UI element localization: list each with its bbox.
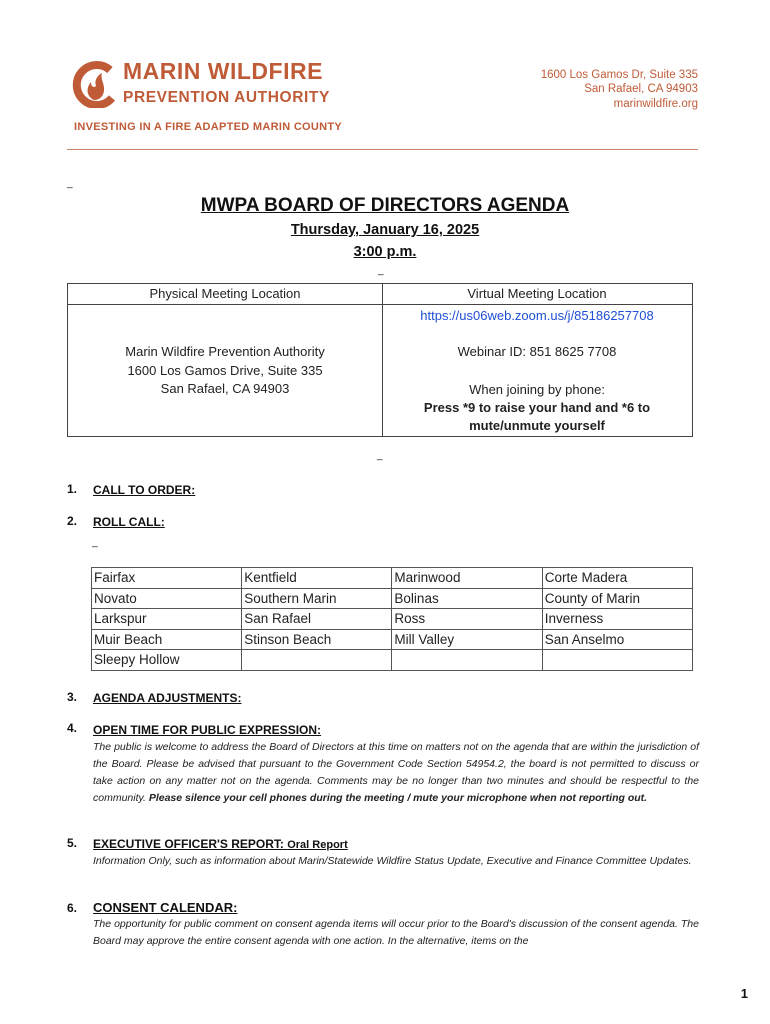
zoom-link[interactable]: https://us06web.zoom.us/j/85186257708: [420, 308, 654, 323]
phone-instructions: Press *9 to raise your hand and *6 to: [423, 400, 651, 415]
table-row: [92, 588, 693, 609]
agenda-item-heading: OPEN TIME FOR PUBLIC EXPRESSION:: [93, 723, 322, 737]
table-cell: San Rafael: [242, 609, 392, 630]
org-name-line2: PREVENTION AUTHORITY: [123, 89, 330, 106]
table-cell: San Anselmo: [542, 629, 692, 650]
page-title: MWPA BOARD OF DIRECTORS AGENDA: [200, 195, 570, 216]
agenda-item-heading: AGENDA ADJUSTMENTS:: [93, 691, 242, 705]
public-expression-notice: Please silence your cell phones during the meeting / mute your microphone when not reporting out.: [148, 792, 648, 804]
meeting-time: 3:00 p.m.: [353, 244, 417, 260]
executive-report-text: Information Only, such as information about Marin/Statewide Wildfire Status Update, Executive and Finance Committee Updates.: [93, 855, 692, 867]
agenda-item-subheading: Oral Report: [287, 839, 348, 851]
agenda-item-heading: CALL TO ORDER:: [93, 483, 196, 497]
phone-instructions: mute/unmute yourself: [469, 418, 605, 433]
table-cell: [242, 650, 392, 671]
agenda-item-number: 3.: [67, 690, 78, 704]
meeting-location-table: [67, 283, 693, 437]
address-line1: 1600 Los Gamos Dr, Suite 335: [540, 69, 698, 81]
agenda-item-heading-text: EXECUTIVE OFFICER'S REPORT:: [93, 837, 284, 851]
table-header-divider: [68, 304, 692, 305]
physical-location-line: San Rafael, CA 94903: [160, 381, 290, 396]
table-cell: Fairfax: [92, 568, 242, 589]
table-cell: Sleepy Hollow: [92, 650, 242, 671]
table-cell: County of Marin: [542, 588, 692, 609]
agenda-item-number: 5.: [67, 836, 78, 850]
phone-intro: When joining by phone:: [469, 382, 605, 397]
consent-calendar-text: The opportunity for public comment on consent agenda items will occur prior to the Board's discussion of the consent agenda. The Board may approve the entire consent agenda with one action. In the alternative, items on the: [93, 918, 699, 947]
meeting-date: Thursday, January 16, 2025: [290, 222, 480, 238]
public-expression-body: The public is welcome to address the Board of Directors at this time on matters not on the agenda that are within the jurisdiction of the Board. Please be advised that pursuant to the Government Code Section 54954.2, the board is not permitted to discuss or take action on any matter not on the agenda. Comments may be no longer than two minutes and should be respectful to the community.: [93, 741, 699, 804]
table-row: [92, 609, 693, 630]
table-cell: Inverness: [542, 609, 692, 630]
org-name-line1: MARIN WILDFIRE: [123, 58, 323, 84]
agenda-item-number: 6.: [67, 901, 78, 915]
table-cell: Ross: [392, 609, 542, 630]
table-cell: [392, 650, 542, 671]
org-tagline: INVESTING IN A FIRE ADAPTED MARIN COUNTY: [74, 121, 343, 133]
table-cell: Stinson Beach: [242, 629, 392, 650]
table-cell: Novato: [92, 588, 242, 609]
agenda-item-number: 4.: [67, 721, 78, 735]
table-cell: Muir Beach: [92, 629, 242, 650]
spacer-mark: _: [378, 265, 384, 276]
roll-call-table: [91, 567, 693, 671]
address-line2: San Rafael, CA 94903: [584, 83, 698, 95]
virtual-location-header: Virtual Meeting Location: [467, 286, 607, 301]
physical-location-header: Physical Meeting Location: [149, 286, 301, 301]
table-cell: Marinwood: [392, 568, 542, 589]
spacer-mark: _: [67, 178, 73, 189]
table-cell: [542, 650, 692, 671]
webinar-id: Webinar ID: 851 8625 7708: [457, 344, 617, 359]
agenda-item-number: 1.: [67, 482, 78, 496]
agenda-item-number: 2.: [67, 514, 78, 528]
page-number: 1: [740, 986, 748, 1001]
header-divider: [67, 149, 698, 150]
table-cell: Kentfield: [242, 568, 392, 589]
spacer-mark: _: [377, 450, 383, 461]
public-expression-text: [93, 739, 699, 807]
table-cell: Southern Marin: [242, 588, 392, 609]
agenda-item-heading: ROLL CALL:: [93, 515, 165, 529]
spacer-mark: _: [92, 537, 98, 548]
table-cell: Bolinas: [392, 588, 542, 609]
agenda-item-heading: [93, 837, 348, 851]
physical-location-line: Marin Wildfire Prevention Authority: [125, 344, 325, 359]
table-cell: Larkspur: [92, 609, 242, 630]
table-cell: Mill Valley: [392, 629, 542, 650]
agenda-item-heading: CONSENT CALENDAR:: [93, 900, 238, 915]
table-row: [92, 568, 693, 589]
physical-location-line: 1600 Los Gamos Drive, Suite 335: [127, 363, 323, 378]
table-cell: Corte Madera: [542, 568, 692, 589]
flame-logo-icon: [72, 60, 116, 108]
table-row: [92, 629, 693, 650]
table-row: [92, 650, 693, 671]
website-link[interactable]: marinwildfire.org: [613, 98, 698, 110]
